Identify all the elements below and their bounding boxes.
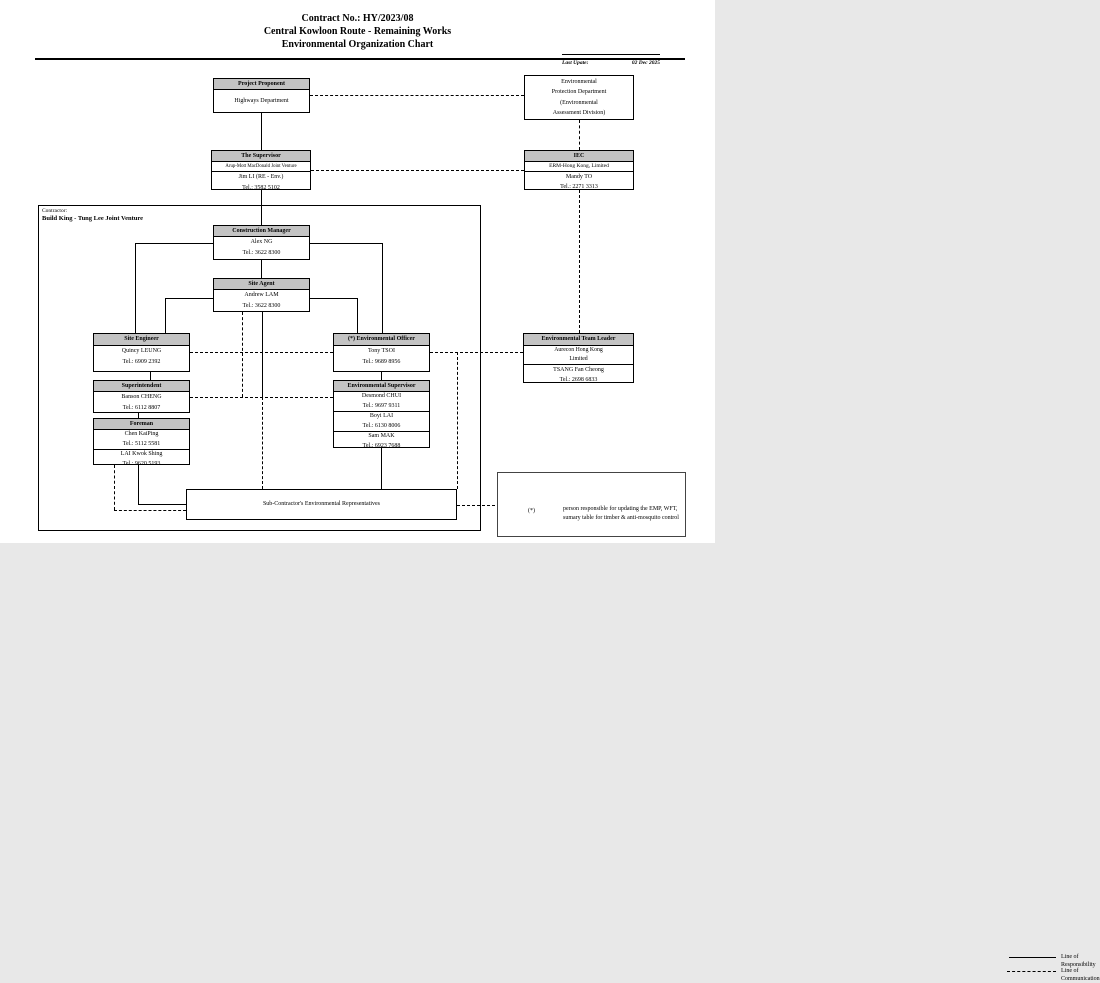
box-environmental-officer [333,333,430,372]
last-update-rule [562,54,660,55]
person-phone: Tel.: 6130 8006 [362,422,401,429]
box-site-engineer [93,333,190,372]
box-header: Site Engineer [94,334,189,346]
org-name-line: Aurecon Hong Kong [554,347,603,353]
box-iec [524,150,634,190]
box-header: Construction Manager [214,226,309,237]
title-contract-no: Contract No.: HY/2023/08 [301,13,414,24]
connector-dashed-line [579,190,580,333]
person-entry [334,392,429,411]
person-name: Desmond CHUI [361,393,402,399]
box-header: Project Proponent [214,79,309,90]
org-name [524,346,633,365]
box-header: (*) Environmental Officer [334,334,429,346]
legend-solid-line-sample [1009,957,1056,958]
box-header: Environmental Team Leader [524,334,633,346]
org-name-line: Assessment Division) [552,110,606,116]
person-entry [334,411,429,431]
box-header: The Supervisor [212,151,310,162]
person-name: Banson CHENG [121,394,162,400]
org-name-line: (Environmental [560,99,598,106]
box-header: Environmental Supervisor [334,381,429,392]
org-name: Highways Department [234,97,289,104]
person-name: TSANG Fan Cheong [553,367,604,373]
box-project-proponent [213,78,310,113]
org-name: ERM-Hong Kong, Limited [525,162,633,172]
contractor-label-text: Contractor: [42,208,68,214]
org-name-line: Environmental [561,78,597,85]
person-phone: Tel.: 5112 5581 [122,440,161,447]
person-name: Andrew LAM [244,292,279,298]
contractor-name: Build King - Tung Lee Joint Venture [42,215,144,222]
box-site-agent [213,278,310,312]
box-environmental-team-leader [523,333,634,383]
box-foreman [93,418,190,465]
org-name: Sub-Contractor's Environmental Representatives [262,501,381,507]
person-name: Tony TSOI [368,348,395,354]
contractor-label [42,208,143,223]
person-phone: Tel.: 9697 9311 [362,402,401,409]
legend-asterisk-note: person responsible for updating the EMP, WFT, sumary table for timber & anti-mosquito control [563,506,679,521]
person-name: Mandy TO [565,174,593,180]
person-entry [334,431,429,451]
person-phone: Tel.: 6112 8807 [122,404,161,411]
title-project-name: Central Kowloon Route - Remaining Works [263,26,452,37]
org-name: Arup-Mott MacDonald Joint Venture [212,162,310,172]
box-header: Superintendent [94,381,189,392]
last-update-label: Last Upate: [562,60,589,66]
person-entry [94,430,189,449]
last-update [562,60,660,66]
connector-dashed-line [579,120,580,150]
legend-communication-label: Line of Communication [1061,968,1100,982]
connector-dashed-line [310,95,524,96]
person-phone: Tel.: 9689 8956 [362,359,401,365]
person-phone: Tel.: 3622 8300 [242,303,281,309]
box-subcontractor-representatives [186,489,457,520]
legend-asterisk: (*) [528,508,535,514]
person-name: Chen KaiPing [124,431,159,437]
person-phone: Tel.: 6923 7688 [362,442,401,449]
box-environmental-protection-department [524,75,634,120]
person-name: Boyi LAI [369,413,394,419]
person-phone: Tel.: 2271 3313 [560,184,598,190]
person-phone: Tel.: 9620 5193 [122,460,161,467]
org-name-line: Limited [569,356,588,362]
person-name: LAI Kwok Shing [120,451,163,457]
connector-line [261,113,262,150]
person-phone: Tel.: 3582 5102 [242,185,280,191]
person-phone: Tel.: 2698 6833 [559,377,598,383]
box-the-supervisor [211,150,311,190]
person-phone: Tel.: 3622 8300 [242,250,281,256]
legend-dashed-line-sample [1007,971,1056,972]
last-update-date: 02 Dec 2025 [631,60,660,66]
box-header: Foreman [94,419,189,430]
person-name: Jim LI (RE - Env.) [238,174,284,180]
person-entry [94,449,189,469]
page-title [0,12,715,51]
connector-dashed-line [311,170,524,171]
person-name: Quincy LEUNG [121,348,162,354]
box-superintendent [93,380,190,413]
box-construction-manager [213,225,310,260]
person-phone: Tel.: 6909 2392 [122,359,161,365]
box-header: Site Agent [214,279,309,290]
legend-responsibility-label: Line of Responsibility [1061,954,1096,968]
box-environmental-supervisor [333,380,430,448]
box-header: IEC [525,151,633,162]
title-chart-name: Environmental Organization Chart [281,39,434,50]
person-name: Sam MAK [368,433,395,439]
person-name: Alex NG [250,239,273,245]
org-name-line: Protection Department [551,89,607,95]
